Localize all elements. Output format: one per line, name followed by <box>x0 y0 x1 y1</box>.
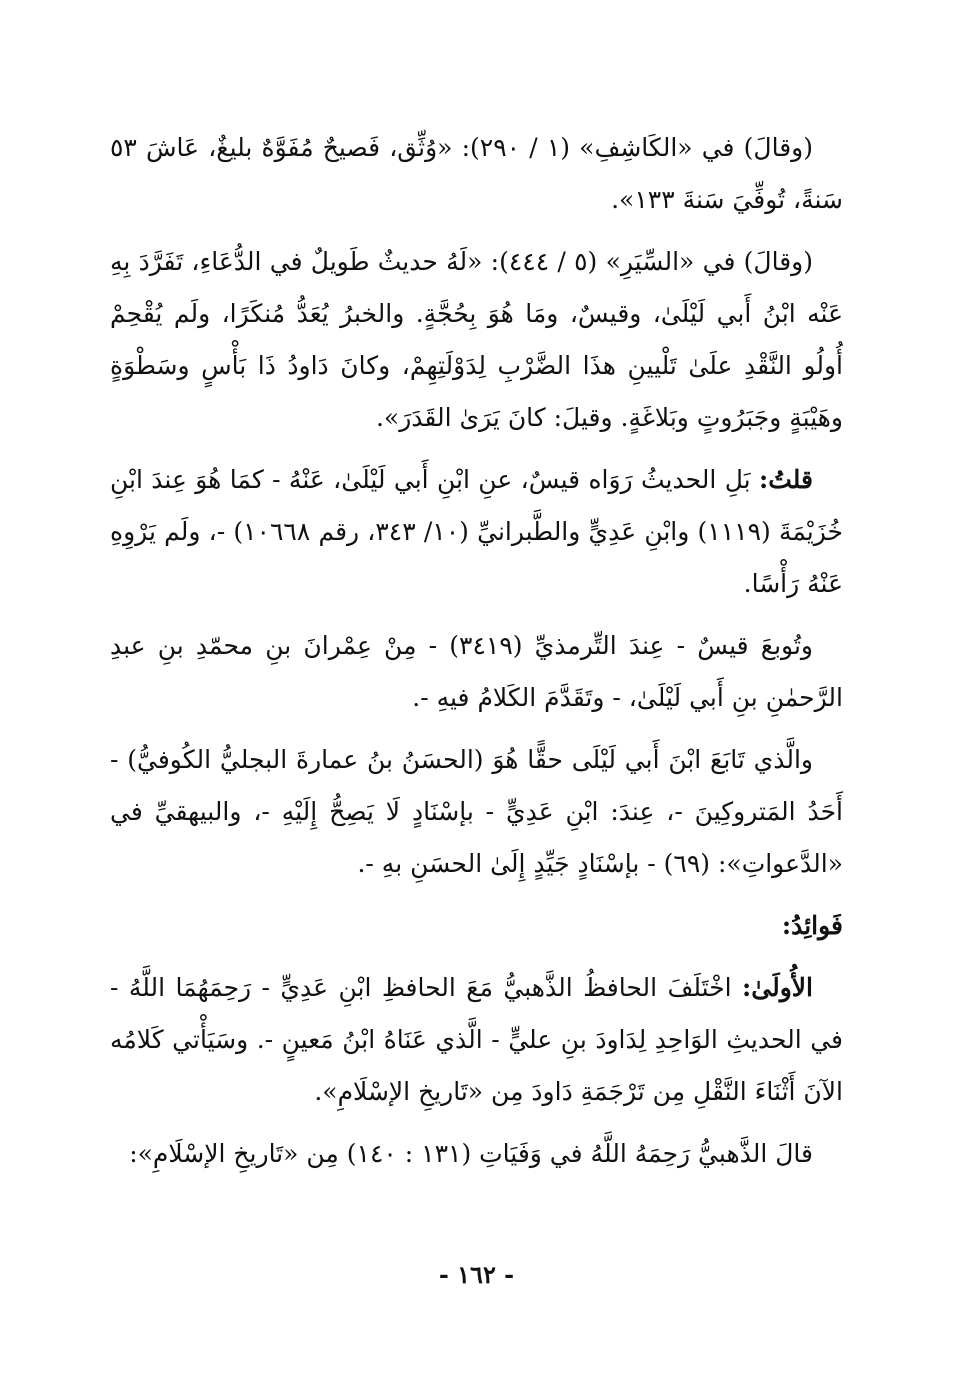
section-heading-benefits: فَوائِدُ: <box>781 911 843 940</box>
paragraph-lead: قلتُ: <box>758 465 813 494</box>
paragraph-lead: الأُولَىٰ: <box>742 973 813 1002</box>
paragraph-siyar-quote <box>110 236 843 444</box>
paragraph-first-benefit <box>110 962 843 1118</box>
paragraph-kashif-quote <box>110 122 843 226</box>
paragraph-text: وتُوبعَ قيسٌ - عِندَ التِّرمذيِّ (٣٤١٩) - مِنْ عِمْرانَ بنِ محمّدِ بنِ عبدِ الرَّحمٰنِ بنِ أَبي لَيْلَىٰ، - وتَقَدَّمَ الكَلامُ فيهِ -. <box>110 631 843 712</box>
paragraph-follower-note <box>110 734 843 890</box>
paragraph-tirmidhi-note <box>110 620 843 724</box>
paragraph-text: والَّذي تَابَعَ ابْنَ أَبي لَيْلَى حقًّا هُوَ (الحسَنُ بنُ عمارةَ البجليُّ الكُوفيُّ) - أَحَدُ المَتروكِينَ -، عِندَ: ابْنِ عَدِيٍّ - بإسْنَادٍ لَا يَصِحُّ إِلَيْهِ -، والبيهقيِّ في «الدَّعواتِ»: (٦٩) - بإسْنَادٍ جَيِّدٍ إِلَىٰ الحسَنِ بهِ -. <box>110 745 843 878</box>
paragraph-text: (وقالَ) في «الكَاشِفِ» (١ / ٢٩٠): «وُثِّق، فَصيحٌ مُفَوَّهٌ بليغٌ، عَاشَ ٥٣ سَنةً، تُوفِّيَ سَنةَ ١٣٣». <box>110 133 843 214</box>
paragraph-text: اخْتَلَفَ الحافظُ الذَّهبيُّ مَعَ الحافظِ ابْنِ عَدِيٍّ - رَحِمَهُمَا اللَّهُ - في الحديثِ الوَاحِدِ لِدَاودَ بنِ عليٍّ - الَّذي عَنَاهُ ابْنُ مَعينٍ -. وسَيَأْتي كَلامُه الآنَ أَثْنَاءَ النَّقْلِ مِن تَرْجَمَةِ دَاودَ مِن «تَاريخِ الإسْلَامِ». <box>110 973 843 1106</box>
paragraph-dhahabi-quote-intro <box>110 1128 843 1180</box>
page-number: - ١٦٢ - <box>438 1260 515 1289</box>
page-body <box>110 122 843 1190</box>
paragraph-text: (وقالَ) في «السِّيَرِ» (٥ / ٤٤٤): «لَهُ حديثٌ طَويلٌ في الدُّعَاءِ، تَفَرَّدَ بِهِ عَنْه ابْنُ أَبي لَيْلَىٰ، وقيسٌ، ومَا هُوَ بِحُجَّةٍ. والخبرُ يُعَدُّ مُنكَرًا، ولَم يُقْحِمْ أُولُو النَّقْدِ علَىٰ تَلْيينِ هذَا الضَّرْبِ لِدَوْلَتِهِمْ، وكانَ دَاودُ ذَا بَأْسٍ وسَطْوَةٍ وهَيْبَةٍ وجَبَرُوتٍ وبَلاغَةٍ. وقيلَ: كانَ يَرَىٰ القَدَرَ». <box>110 247 843 432</box>
paragraph-author-comment <box>110 454 843 610</box>
paragraph-text: بَلِ الحديثُ رَوَاه قيسٌ، عنِ ابْنِ أَبي لَيْلَىٰ، عَنْهُ - كمَا هُوَ عِندَ ابْنِ خُزَيْمَةَ (١١١٩) وابْنِ عَدِيٍّ والطَّبرانيِّ (١٠/ ٣٤٣، رقم ١٠٦٦٨) -، ولَم يَرْوِهِ عَنْهُ رَأْسًا. <box>110 465 844 598</box>
paragraph-text: قالَ الذَّهبيُّ رَحِمَهُ اللَّهُ في وَفَيَاتِ (١٣١ : ١٤٠) مِن «تَاريخِ الإسْلَامِ»: <box>129 1139 813 1168</box>
